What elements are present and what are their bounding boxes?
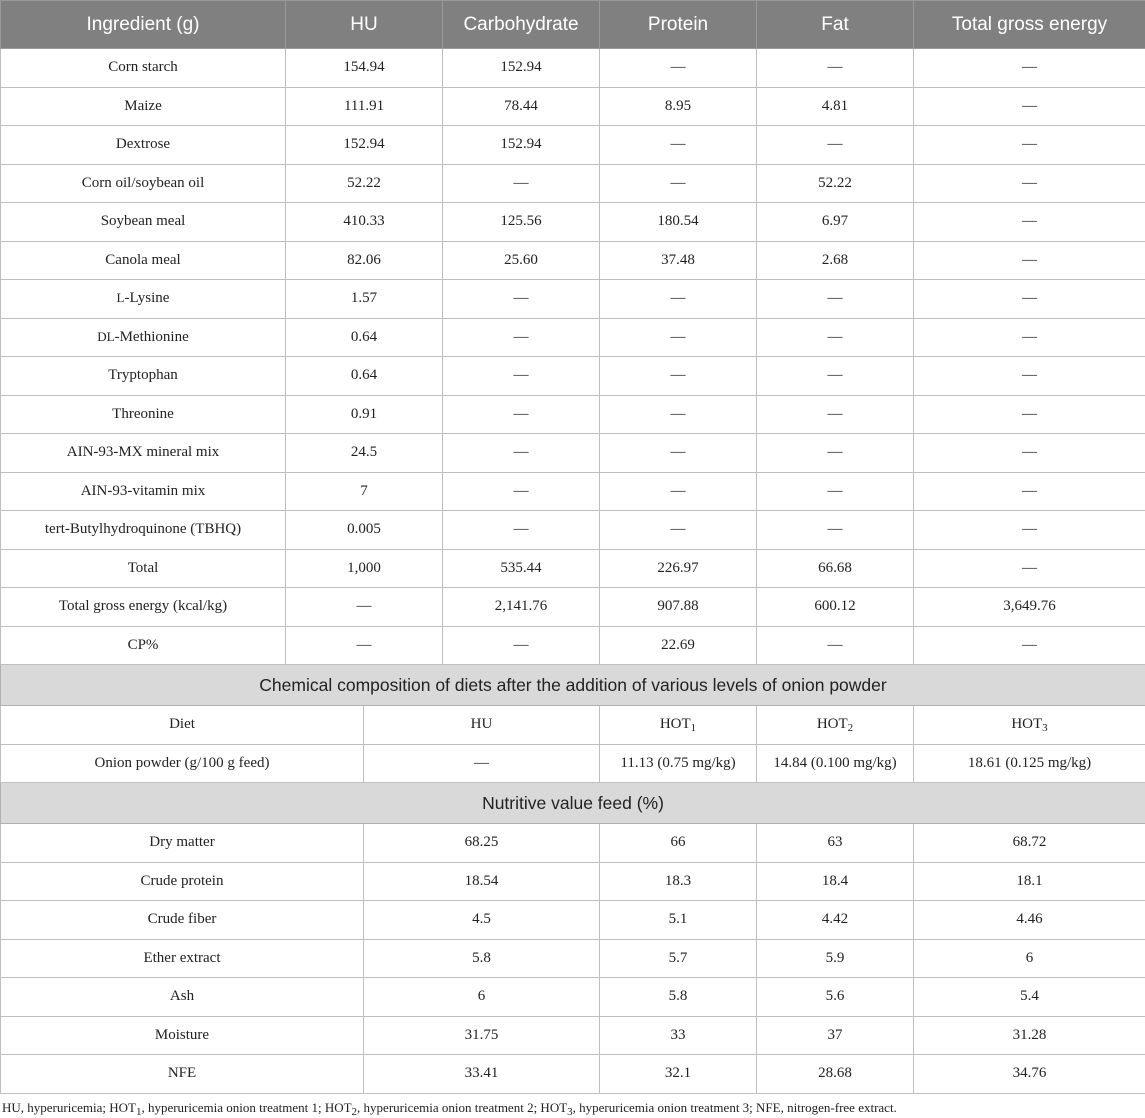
- total-gross-energy-value: —: [914, 511, 1145, 550]
- hot2-value: 5.6: [757, 978, 914, 1017]
- hot3-value: 31.28: [914, 1016, 1145, 1055]
- carbohydrate-value: 25.60: [443, 241, 600, 280]
- protein-value: —: [600, 511, 757, 550]
- hu-value: —: [286, 588, 443, 627]
- onion-powder-row: [1, 744, 1145, 783]
- ingredient-name: DL-Methionine: [1, 318, 286, 357]
- table-row: [1, 626, 1145, 665]
- ingredient-name: AIN-93-vitamin mix: [1, 472, 286, 511]
- hu-value: 31.75: [364, 1016, 600, 1055]
- carbohydrate-value: 152.94: [443, 49, 600, 88]
- carbohydrate-value: 535.44: [443, 549, 600, 588]
- onion-hot3: 18.61 (0.125 mg/kg): [914, 744, 1145, 783]
- hu-value: 7: [286, 472, 443, 511]
- hu-value: 1,000: [286, 549, 443, 588]
- nutritive-rows: [1, 824, 1145, 1094]
- hot3-value: 4.46: [914, 901, 1145, 940]
- header-ingredient: Ingredient (g): [1, 1, 286, 49]
- hu-value: 68.25: [364, 824, 600, 863]
- fat-value: —: [757, 472, 914, 511]
- table-row: [1, 434, 1145, 473]
- hu-value: 18.54: [364, 862, 600, 901]
- ingredient-name: CP%: [1, 626, 286, 665]
- table-row: [1, 549, 1145, 588]
- section-row: [1, 783, 1145, 824]
- table-footnote: HU, hyperuricemia; $HOT_1$, hyperuricemia onion treatment 1; $HOT_2$, hyperuricemia onion treatment 2; $HOT_3$, hyperuricemia onion treatment 3; NFE, nitrogen-free extract.: [2, 1100, 897, 1118]
- fat-value: 66.68: [757, 549, 914, 588]
- hot2-value: 37: [757, 1016, 914, 1055]
- protein-value: —: [600, 357, 757, 396]
- protein-value: —: [600, 472, 757, 511]
- hot1-value: 5.7: [600, 939, 757, 978]
- table-row: [1, 862, 1145, 901]
- fat-value: 52.22: [757, 164, 914, 203]
- protein-value: —: [600, 395, 757, 434]
- nutrient-name: Dry matter: [1, 824, 364, 863]
- table-row: [1, 588, 1145, 627]
- protein-value: —: [600, 318, 757, 357]
- header-fat: Fat: [757, 1, 914, 49]
- hu-value: 410.33: [286, 203, 443, 242]
- diet-header-row: [1, 706, 1145, 745]
- hot3-value: 5.4: [914, 978, 1145, 1017]
- fat-value: —: [757, 511, 914, 550]
- ingredient-name: Soybean meal: [1, 203, 286, 242]
- header-protein: Protein: [600, 1, 757, 49]
- hu-value: 82.06: [286, 241, 443, 280]
- hot1-value: 5.8: [600, 978, 757, 1017]
- protein-value: 22.69: [600, 626, 757, 665]
- carbohydrate-value: —: [443, 626, 600, 665]
- ingredient-rows: [1, 49, 1145, 665]
- hot1-value: 5.1: [600, 901, 757, 940]
- fat-value: —: [757, 280, 914, 319]
- hu-value: —: [286, 626, 443, 665]
- table-row: [1, 824, 1145, 863]
- table-row: [1, 241, 1145, 280]
- protein-value: 907.88: [600, 588, 757, 627]
- hu-value: 0.005: [286, 511, 443, 550]
- hu-value: 152.94: [286, 126, 443, 165]
- onion-label: Onion powder (g/100 g feed): [1, 744, 364, 783]
- hot2-value: 18.4: [757, 862, 914, 901]
- carbohydrate-value: 2,141.76: [443, 588, 600, 627]
- section-title-chemical-composition: Chemical composition of diets after the addition of various levels of onion powder: [1, 665, 1145, 706]
- protein-value: 37.48: [600, 241, 757, 280]
- protein-value: 226.97: [600, 549, 757, 588]
- hot1-value: 66: [600, 824, 757, 863]
- hot2-value: 5.9: [757, 939, 914, 978]
- table-row: [1, 126, 1145, 165]
- protein-value: —: [600, 434, 757, 473]
- carbohydrate-value: —: [443, 280, 600, 319]
- fat-value: 600.12: [757, 588, 914, 627]
- hot2-value: 4.42: [757, 901, 914, 940]
- carbohydrate-value: —: [443, 357, 600, 396]
- hu-value: 33.41: [364, 1055, 600, 1094]
- table-row: [1, 472, 1145, 511]
- fat-value: —: [757, 126, 914, 165]
- diet-hot3: $HOT_3$: [914, 706, 1145, 745]
- hu-value: 0.64: [286, 318, 443, 357]
- carbohydrate-value: 152.94: [443, 126, 600, 165]
- carbohydrate-value: 78.44: [443, 87, 600, 126]
- hu-value: 154.94: [286, 49, 443, 88]
- table-row: [1, 978, 1145, 1017]
- carbohydrate-value: —: [443, 511, 600, 550]
- nutrient-name: NFE: [1, 1055, 364, 1094]
- onion-hot2: 14.84 (0.100 mg/kg): [757, 744, 914, 783]
- hot1-value: 33: [600, 1016, 757, 1055]
- table-row: [1, 318, 1145, 357]
- table-row: [1, 164, 1145, 203]
- table-row: [1, 395, 1145, 434]
- header-total-gross-energy: Total gross energy: [914, 1, 1145, 49]
- fat-value: 6.97: [757, 203, 914, 242]
- ingredient-name: tert-Butylhydroquinone (TBHQ): [1, 511, 286, 550]
- total-gross-energy-value: 3,649.76: [914, 588, 1145, 627]
- table-row: [1, 511, 1145, 550]
- hot3-value: 6: [914, 939, 1145, 978]
- protein-value: 180.54: [600, 203, 757, 242]
- carbohydrate-value: —: [443, 318, 600, 357]
- table-row: [1, 49, 1145, 88]
- total-gross-energy-value: —: [914, 472, 1145, 511]
- total-gross-energy-value: —: [914, 434, 1145, 473]
- ingredient-name: Tryptophan: [1, 357, 286, 396]
- fat-value: —: [757, 49, 914, 88]
- table-row: [1, 1055, 1145, 1094]
- protein-value: —: [600, 280, 757, 319]
- ingredient-name: Threonine: [1, 395, 286, 434]
- section-title-nutritive-value: Nutritive value feed (%): [1, 783, 1145, 824]
- onion-hot1: 11.13 (0.75 mg/kg): [600, 744, 757, 783]
- hot2-value: 28.68: [757, 1055, 914, 1094]
- hu-value: 24.5: [286, 434, 443, 473]
- hot3-value: 68.72: [914, 824, 1145, 863]
- hu-value: 5.8: [364, 939, 600, 978]
- ingredient-name: Dextrose: [1, 126, 286, 165]
- table-row: [1, 203, 1145, 242]
- ingredient-name: Canola meal: [1, 241, 286, 280]
- carbohydrate-value: 125.56: [443, 203, 600, 242]
- table-row: [1, 901, 1145, 940]
- fat-value: —: [757, 434, 914, 473]
- section-row: [1, 665, 1145, 706]
- total-gross-energy-value: —: [914, 280, 1145, 319]
- hu-value: 1.57: [286, 280, 443, 319]
- header-carbohydrate: Carbohydrate: [443, 1, 600, 49]
- hot1-value: 32.1: [600, 1055, 757, 1094]
- carbohydrate-value: —: [443, 395, 600, 434]
- ingredient-name: L-Lysine: [1, 280, 286, 319]
- hot3-value: 18.1: [914, 862, 1145, 901]
- carbohydrate-value: —: [443, 472, 600, 511]
- total-gross-energy-value: —: [914, 357, 1145, 396]
- hu-value: 6: [364, 978, 600, 1017]
- table-row: [1, 1016, 1145, 1055]
- diet-hu: HU: [364, 706, 600, 745]
- total-gross-energy-value: —: [914, 87, 1145, 126]
- table-row: [1, 280, 1145, 319]
- ingredient-name: Total gross energy (kcal/kg): [1, 588, 286, 627]
- fat-value: 4.81: [757, 87, 914, 126]
- diet-hot1: $HOT_1$: [600, 706, 757, 745]
- nutrient-name: Crude protein: [1, 862, 364, 901]
- total-gross-energy-value: —: [914, 241, 1145, 280]
- fat-value: —: [757, 357, 914, 396]
- carbohydrate-value: —: [443, 164, 600, 203]
- protein-value: 8.95: [600, 87, 757, 126]
- hu-value: 0.91: [286, 395, 443, 434]
- header-hu: HU: [286, 1, 443, 49]
- total-gross-energy-value: —: [914, 203, 1145, 242]
- fat-value: —: [757, 318, 914, 357]
- hot1-value: 18.3: [600, 862, 757, 901]
- fat-value: 2.68: [757, 241, 914, 280]
- onion-hu: —: [364, 744, 600, 783]
- total-gross-energy-value: —: [914, 626, 1145, 665]
- ingredient-name: Maize: [1, 87, 286, 126]
- nutrient-name: Moisture: [1, 1016, 364, 1055]
- protein-value: —: [600, 164, 757, 203]
- ingredient-name: AIN-93-MX mineral mix: [1, 434, 286, 473]
- total-gross-energy-value: —: [914, 126, 1145, 165]
- hot2-value: 63: [757, 824, 914, 863]
- hu-value: 4.5: [364, 901, 600, 940]
- diet-hot2: $HOT_2$: [757, 706, 914, 745]
- total-gross-energy-value: —: [914, 164, 1145, 203]
- ingredient-name: Corn starch: [1, 49, 286, 88]
- protein-value: —: [600, 49, 757, 88]
- table-header-row: [1, 1, 1145, 49]
- nutrient-name: Ash: [1, 978, 364, 1017]
- nutrient-name: Ether extract: [1, 939, 364, 978]
- hot3-value: 34.76: [914, 1055, 1145, 1094]
- total-gross-energy-value: —: [914, 549, 1145, 588]
- nutrient-name: Crude fiber: [1, 901, 364, 940]
- fat-value: —: [757, 395, 914, 434]
- table-row: [1, 87, 1145, 126]
- total-gross-energy-value: —: [914, 49, 1145, 88]
- total-gross-energy-value: —: [914, 395, 1145, 434]
- total-gross-energy-value: —: [914, 318, 1145, 357]
- hu-value: 111.91: [286, 87, 443, 126]
- fat-value: —: [757, 626, 914, 665]
- table-row: [1, 357, 1145, 396]
- hu-value: 52.22: [286, 164, 443, 203]
- table-row: [1, 939, 1145, 978]
- ingredient-name: Corn oil/soybean oil: [1, 164, 286, 203]
- carbohydrate-value: —: [443, 434, 600, 473]
- hu-value: 0.64: [286, 357, 443, 396]
- diet-label: Diet: [1, 706, 364, 745]
- ingredient-name: Total: [1, 549, 286, 588]
- protein-value: —: [600, 126, 757, 165]
